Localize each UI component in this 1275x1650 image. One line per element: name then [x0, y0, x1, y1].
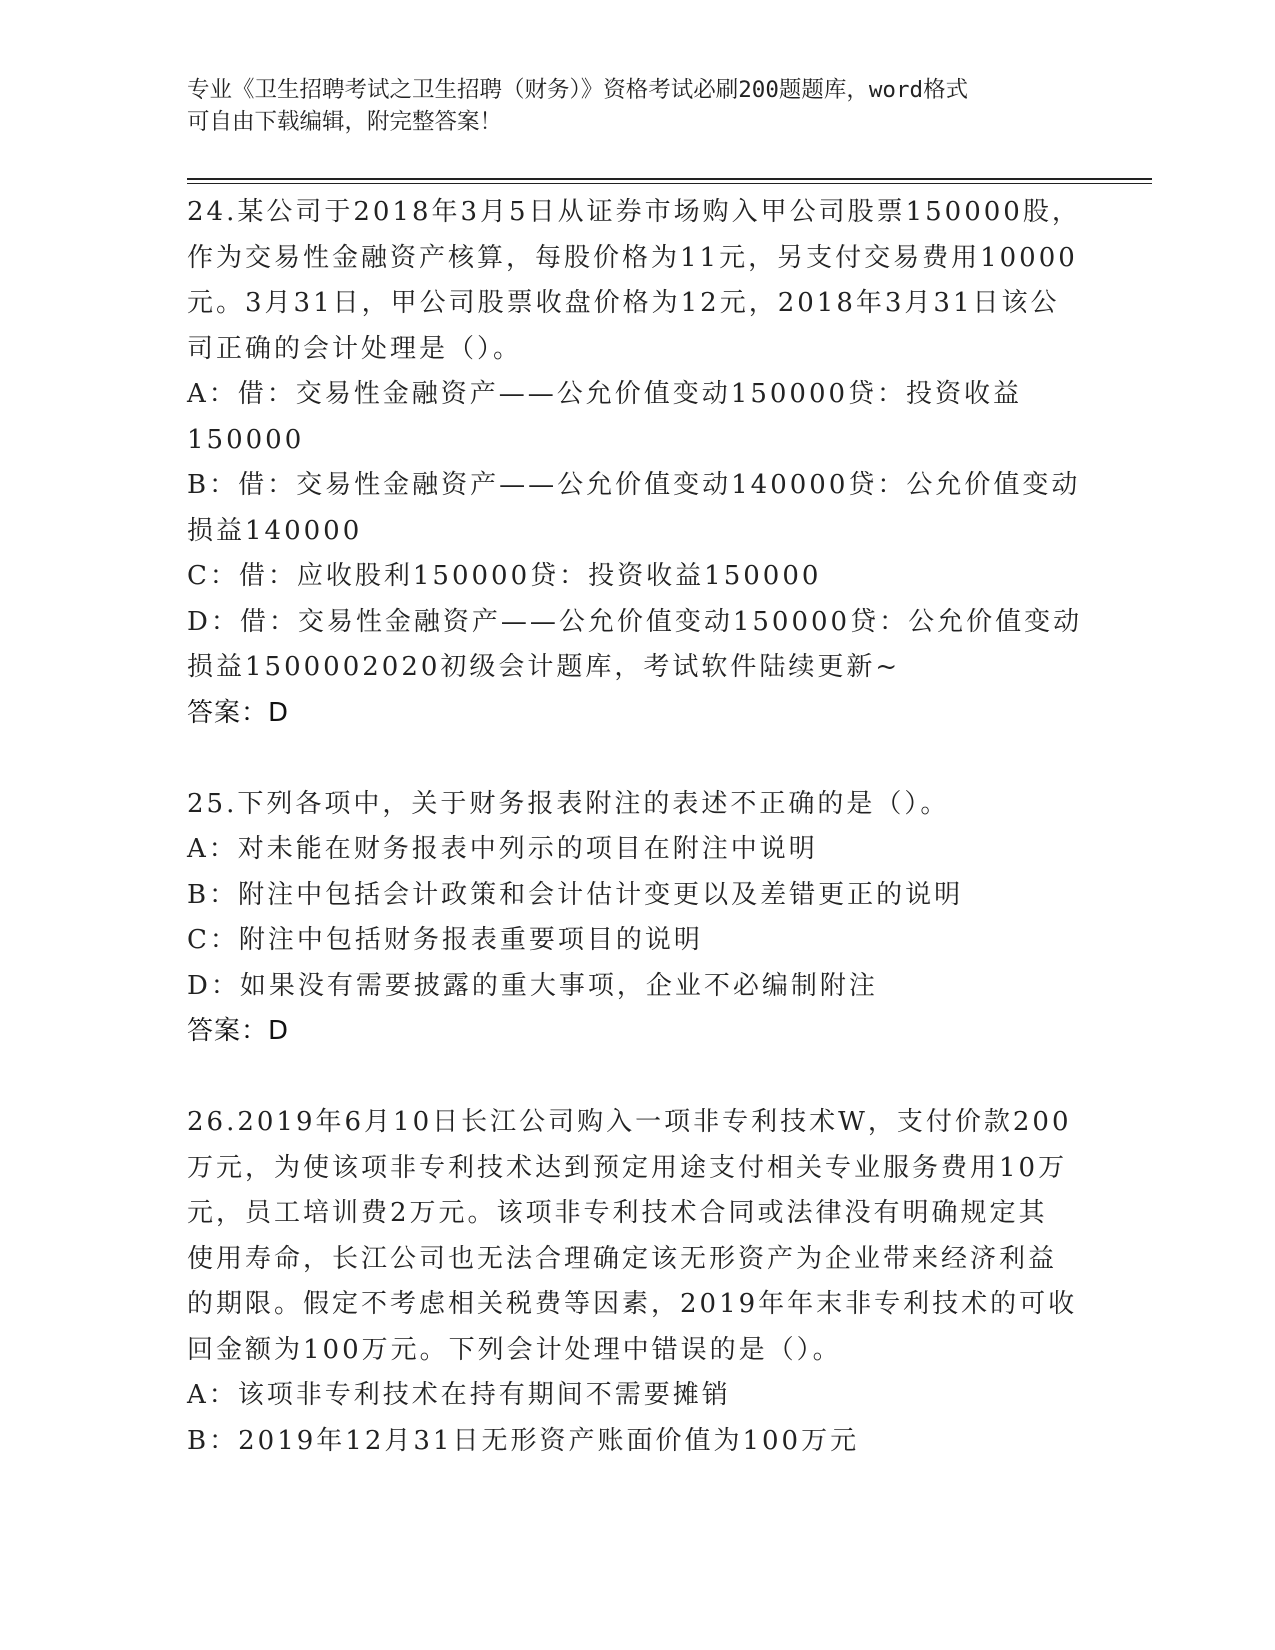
- option-b-line: B：2019年12月31日无形资产账面价值为100万元: [187, 1425, 860, 1456]
- document-header: [187, 74, 1087, 138]
- question-text-line: 万元，为使该项非专利技术达到预定用途支付相关专业服务费用10万: [187, 1152, 1068, 1183]
- question-text-line: 24.某公司于2018年3月5日从证券市场购入甲公司股票150000股，: [187, 197, 1081, 227]
- question-text-line: 作为交易性金融资产核算，每股价格为11元，另支付交易费用10000: [187, 242, 1078, 273]
- option-c-line: C：借：应收股利150000贷：投资收益150000: [187, 561, 822, 591]
- question-text-line: 元。3月31日，甲公司股票收盘价格为12元，2018年3月31日该公: [187, 288, 1060, 318]
- question-list: [187, 190, 1087, 1464]
- option-a-line: A：对未能在财务报表中列示的项目在附注中说明: [187, 834, 818, 864]
- header-rule-thick: [187, 178, 1152, 180]
- question-text-line: 26.2019年6月10日长江公司购入一项非专利技术W，支付价款200: [187, 1107, 1072, 1137]
- question-text-line: 司正确的会计处理是（）。: [187, 333, 523, 364]
- question-25: [187, 782, 1087, 1055]
- header-line-1: 专业《卫生招聘考试之卫生招聘（财务）》资格考试必刷200题题库，word格式: [187, 77, 969, 103]
- question-24: [187, 190, 1087, 736]
- option-b-line: 损益140000: [187, 515, 363, 546]
- option-a-line: 150000: [187, 424, 305, 455]
- option-d-line: D：借：交易性金融资产——公允价值变动150000贷：公允价值变动: [187, 606, 1083, 637]
- option-b-line: B：借：交易性金融资产——公允价值变动140000贷：公允价值变动: [187, 470, 1081, 500]
- option-a-line: A：该项非专利技术在持有期间不需要摊销: [187, 1380, 731, 1410]
- header-rule-thin: [187, 183, 1152, 184]
- answer-line: 答案：D: [187, 1016, 290, 1046]
- option-d-line: 损益1500002020初级会计题库，考试软件陆续更新~: [187, 652, 901, 682]
- option-b-line: B：附注中包括会计政策和会计估计变更以及差错更正的说明: [187, 879, 964, 910]
- answer-line: 答案：D: [187, 697, 290, 728]
- question-spacer: [187, 1055, 1087, 1101]
- question-text-line: 回金额为100万元。下列会计处理中错误的是（）。: [187, 1334, 842, 1365]
- option-d-line: D：如果没有需要披露的重大事项，企业不必编制附注: [187, 970, 878, 1001]
- question-26: [187, 1100, 1087, 1464]
- question-spacer: [187, 736, 1087, 782]
- question-text-line: 25.下列各项中，关于财务报表附注的表述不正确的是（）。: [187, 788, 950, 819]
- question-text-line: 使用寿命，长江公司也无法合理确定该无形资产为企业带来经济利益: [187, 1243, 1058, 1274]
- question-text-line: 的期限。假定不考虑相关税费等因素，2019年年末非专利技术的可收: [187, 1289, 1078, 1319]
- header-line-2: 可自由下载编辑，附完整答案！: [187, 109, 503, 135]
- question-text-line: 元，员工培训费2万元。该项非专利技术合同或法律没有明确规定其: [187, 1198, 1048, 1228]
- option-c-line: C：附注中包括财务报表重要项目的说明: [187, 925, 703, 955]
- option-a-line: A：借：交易性金融资产——公允价值变动150000贷：投资收益: [187, 379, 1023, 409]
